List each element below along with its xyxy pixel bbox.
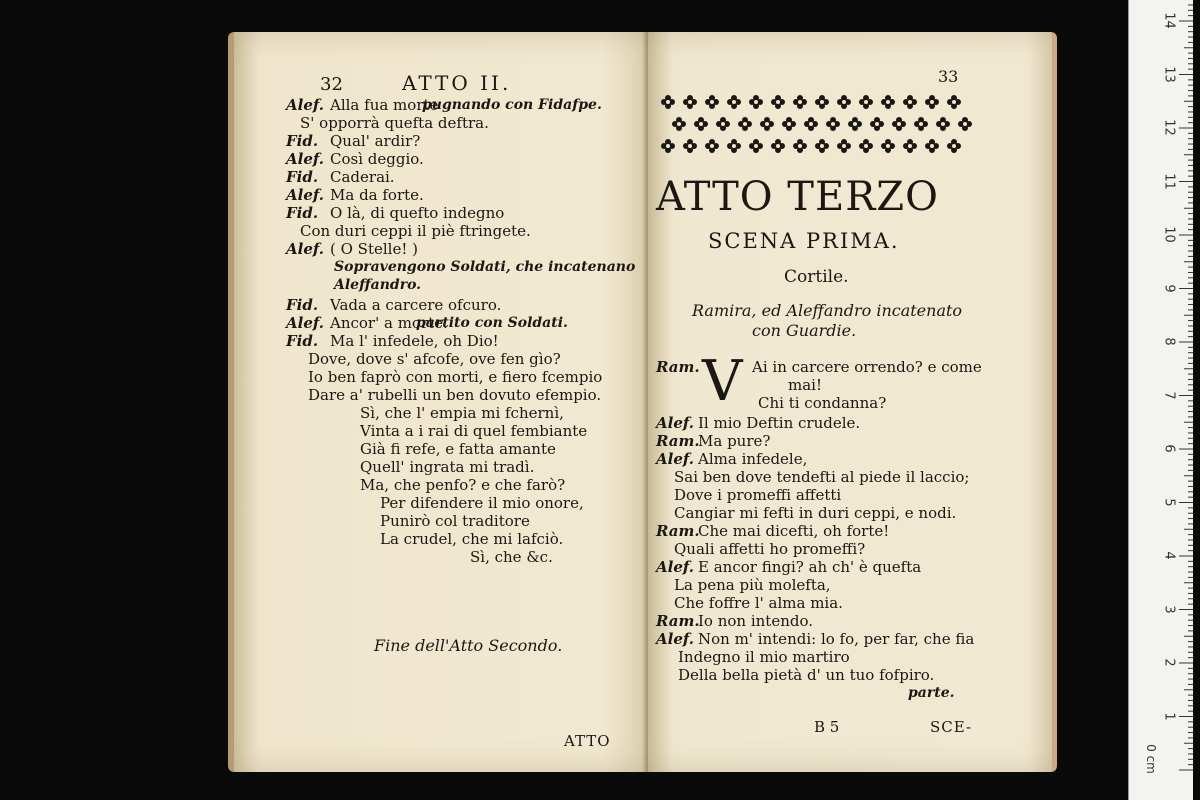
speaker-label: Fid. — [286, 204, 319, 222]
stage-direction: Sopravengono Soldati, che incatenano — [334, 259, 636, 275]
ornament-flower — [683, 139, 697, 153]
ornament-flower — [870, 117, 884, 131]
ornament-flower — [782, 117, 796, 131]
verse-line: ( O Stelle! ) — [330, 240, 418, 258]
ornament-flower — [749, 139, 763, 153]
right-page — [648, 32, 1057, 772]
verse-line: mai! — [788, 376, 822, 394]
act-title: ATTO TERZO — [656, 174, 939, 220]
left-page — [228, 32, 654, 772]
ornament-flower — [914, 117, 928, 131]
verse-line: Ma l' infedele, oh Dio! — [330, 332, 499, 350]
ornament-flower — [760, 117, 774, 131]
verse-line: Così deggio. — [330, 150, 424, 168]
verse-line: Alma infedele, — [698, 450, 808, 468]
ruler-unit-label: 0 cm — [1144, 744, 1158, 774]
speaker-label: Ram. — [656, 612, 700, 630]
ornament-flower — [925, 95, 939, 109]
verse-line: Sai ben dove tendefti al piede il laccio; — [674, 468, 970, 486]
ornament-flower — [771, 95, 785, 109]
ornament-flower — [892, 117, 906, 131]
verse-line: Indegno il mio martiro — [678, 648, 850, 666]
stage-direction: Aleffandro. — [334, 277, 422, 293]
ornament-flower — [936, 117, 950, 131]
speaker-label: Alef. — [656, 630, 695, 648]
speaker-label: Alef. — [286, 150, 325, 168]
verse-line: La pena più molefta, — [674, 576, 831, 594]
verse-line: Dove i promeffi affetti — [674, 486, 842, 504]
verse-line: Ma, che penfo? e che farò? — [360, 476, 566, 494]
ornament-flower — [947, 139, 961, 153]
verse-line: O là, di quefto indegno — [330, 204, 505, 222]
setting: Cortile. — [784, 267, 849, 287]
verse-line: Dare a' rubelli un ben dovuto efempio. — [308, 386, 602, 404]
speaker-label: Alef. — [286, 186, 325, 204]
ruler-number: 4 — [1161, 551, 1177, 560]
ornament-flower — [947, 95, 961, 109]
verse-line: Non m' intendi: lo fo, per far, che fia — [698, 630, 975, 648]
ornament-flower — [771, 139, 785, 153]
speaker-label: Fid. — [286, 296, 319, 314]
ruler-number: 1 — [1161, 711, 1177, 721]
ornament-flower — [837, 139, 851, 153]
measuring-ruler — [1128, 0, 1193, 800]
ruler-number: 14 — [1161, 12, 1177, 29]
ornament-flower — [881, 139, 895, 153]
signature-mark: B 5 — [814, 718, 840, 736]
verse-line: Il mio Deftin crudele. — [698, 414, 861, 432]
verse-line: Sì, che l' empia mi fchernì, — [360, 404, 564, 422]
ruler-number: 13 — [1161, 65, 1177, 83]
catchword-right: SCE- — [930, 718, 973, 736]
ornament-flower — [661, 95, 675, 109]
ruler-number: 5 — [1161, 497, 1177, 507]
verse-line: Che foffre l' alma mia. — [674, 594, 843, 612]
ornament-flower — [727, 95, 741, 109]
ornament-flower — [705, 139, 719, 153]
ruler-number: 12 — [1161, 119, 1177, 136]
verse-line: Della bella pietà d' un tuo fofpiro. — [678, 666, 935, 684]
ruler-number: 7 — [1161, 390, 1177, 400]
speaker-label: Ram. — [656, 522, 700, 540]
open-book — [228, 32, 1058, 780]
ruler-number: 9 — [1161, 283, 1177, 293]
ornament-flower — [859, 139, 873, 153]
ornament-flower — [958, 117, 972, 131]
running-head: ATTO II. — [402, 71, 512, 95]
speaker-label: Ram. — [656, 432, 700, 450]
verse-line: Io non intendo. — [698, 612, 814, 630]
ruler-number: 8 — [1161, 337, 1177, 346]
ornamental-headpiece — [658, 92, 978, 162]
verse-line: La crudel, che mi lafciò. — [380, 530, 564, 548]
verse-line: S' opporrà quefta deftra. — [300, 114, 489, 132]
verse-line: Che mai dicefti, oh forte! — [698, 522, 890, 540]
page-number-left: 32 — [320, 74, 343, 95]
ornament-flower — [716, 117, 730, 131]
ornament-flower — [815, 95, 829, 109]
speaker-label: Alef. — [656, 558, 695, 576]
ornament-flower — [804, 117, 818, 131]
speaker-label: Fid. — [286, 168, 319, 186]
verse-line: Chi ti condanna? — [758, 394, 887, 412]
ornament-flower — [903, 139, 917, 153]
ornament-flower — [694, 117, 708, 131]
ornament-flower — [705, 95, 719, 109]
stage-direction: parte. — [908, 685, 955, 701]
verse-line: Vinta a i rai di quel fembiante — [360, 422, 588, 440]
verse-line: Caderai. — [330, 168, 395, 186]
ornament-flower — [793, 139, 807, 153]
speaker-label: Fid. — [286, 132, 319, 150]
drop-cap: V — [702, 349, 743, 414]
speaker-label: Alef. — [656, 414, 695, 432]
verse-line: Io ben faprò con morti, e fiero fcempio — [308, 368, 603, 386]
ornament-flower — [903, 95, 917, 109]
ornament-flower — [815, 139, 829, 153]
verse-line: Alla fua morte — [330, 96, 439, 114]
page-number-right: 33 — [938, 67, 959, 86]
verse-line: Ancor' a morte. — [330, 314, 448, 332]
ornament-flower — [661, 139, 675, 153]
verse-line: Quell' ingrata mi tradì. — [360, 458, 535, 476]
ornament-flower — [738, 117, 752, 131]
speaker-label: Alef. — [286, 96, 325, 114]
verse-line: Già fi refe, e fatta amante — [360, 440, 556, 458]
ruler-number: 11 — [1161, 172, 1177, 190]
ruler-number: 10 — [1161, 226, 1177, 243]
catchword-left: ATTO — [564, 732, 611, 750]
ruler-number: 2 — [1161, 658, 1177, 667]
ornament-flower — [859, 95, 873, 109]
ornament-flower — [727, 139, 741, 153]
ruler-number: 6 — [1161, 444, 1177, 453]
verse-line: Per difendere il mio onore, — [380, 494, 584, 512]
verse-line: Punirò col traditore — [380, 512, 530, 530]
ornament-flower — [848, 117, 862, 131]
speaker-label: Alef. — [286, 314, 325, 332]
speaker-label: Fid. — [286, 332, 319, 350]
verse-line: Con duri ceppi il piè ftringete. — [300, 222, 531, 240]
stage-direction: pugnando con Fidafpe. — [422, 97, 602, 113]
verse-line: Cangiar mi fefti in duri ceppi, e nodi. — [674, 504, 957, 522]
verse-line: Ai in carcere orrendo? e come — [752, 358, 982, 376]
ornament-flower — [826, 117, 840, 131]
verse-line: Ma da forte. — [330, 186, 424, 204]
verse-line: Sì, che &c. — [470, 548, 553, 566]
end-of-act-note: Fine dell'Atto Secondo. — [374, 636, 563, 655]
characters-line-1: Ramira, ed Aleffandro incatenato — [692, 301, 963, 320]
ornament-flower — [881, 95, 895, 109]
ornament-flower — [672, 117, 686, 131]
characters-line-2: con Guardie. — [752, 321, 857, 340]
ruler-number: 3 — [1161, 604, 1177, 614]
ornament-flower — [925, 139, 939, 153]
ornament-flower — [683, 95, 697, 109]
scene-title: SCENA PRIMA. — [708, 229, 900, 253]
ornament-flower — [837, 95, 851, 109]
speaker-label: Ram. — [656, 358, 700, 376]
verse-line: E ancor fingi? ah ch' è quefta — [698, 558, 922, 576]
stage-direction: partito con Soldati. — [416, 315, 568, 331]
verse-line: Ma pure? — [698, 432, 771, 450]
ornament-flower — [793, 95, 807, 109]
speaker-label: Alef. — [286, 240, 325, 258]
verse-line: Quali affetti ho promeffi? — [674, 540, 866, 558]
verse-line: Qual' ardir? — [330, 132, 421, 150]
ornament-flower — [749, 95, 763, 109]
speaker-label: Alef. — [656, 450, 695, 468]
verse-line: Dove, dove s' afcofe, ove fen gìo? — [308, 350, 561, 368]
verse-line: Vada a carcere ofcuro. — [330, 296, 502, 314]
